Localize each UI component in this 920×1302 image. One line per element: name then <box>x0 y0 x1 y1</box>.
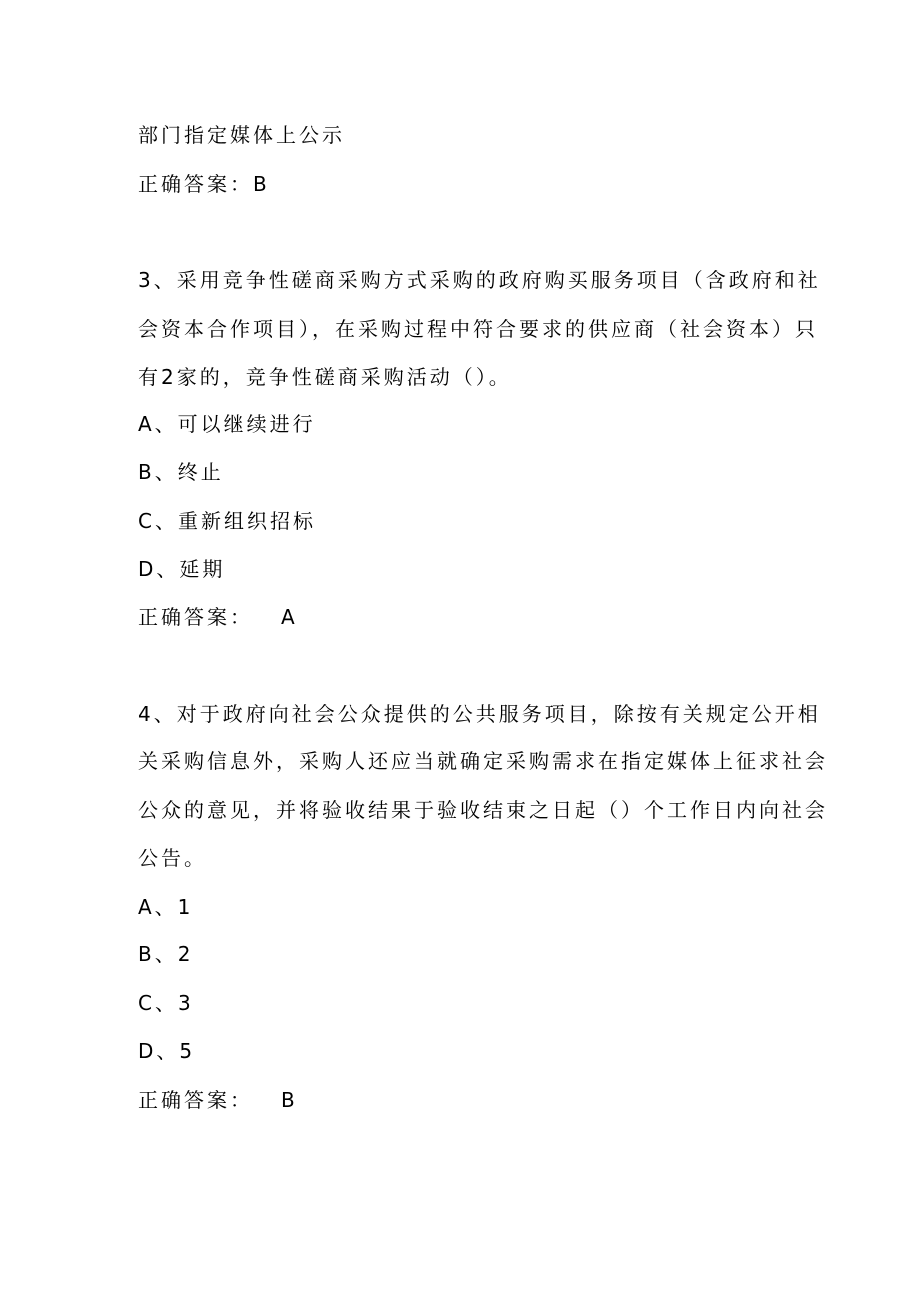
answer-label: 正确答案： <box>138 1088 253 1112</box>
q4-option-a: A、1 <box>138 895 194 919</box>
q3-text-line-2: 会资本合作项目），在采购过程中符合要求的供应商（社会资本）只 <box>138 317 818 341</box>
q4-text-line-3: 公众的意见，并将验收结果于验收结束之日起（）个工作日内向社会 <box>138 798 828 822</box>
q4-text-line-1: 4、对于政府向社会公众提供的公共服务项目，除按有关规定公开相 <box>138 702 821 726</box>
q3-answer <box>138 602 788 632</box>
q4-option-d: D、5 <box>138 1039 196 1063</box>
q4-option-c: C、3 <box>138 991 194 1015</box>
answer-value: A <box>281 605 298 629</box>
q4-text-line-4: 公告。 <box>138 846 207 870</box>
prev-question-tail: 部门指定媒体上公示 <box>138 123 345 147</box>
q4-option-b: B、2 <box>138 942 194 966</box>
q4-text-line-2: 关采购信息外，采购人还应当就确定采购需求在指定媒体上征求社会 <box>138 749 828 773</box>
q3-option-d: D、延期 <box>138 557 226 581</box>
q3-option-c: C、重新组织招标 <box>138 509 316 533</box>
q4-answer <box>138 1085 788 1115</box>
prev-answer <box>138 169 788 199</box>
answer-value: B <box>281 1088 298 1112</box>
q3-text-line-1: 3、采用竞争性磋商采购方式采购的政府购买服务项目（含政府和社 <box>138 268 821 292</box>
q3-option-b: B、终止 <box>138 460 224 484</box>
answer-label: 正确答案： <box>138 172 253 196</box>
q3-option-a: A、可以继续进行 <box>138 412 316 436</box>
q3-text-line-3: 有2家的，竞争性磋商采购活动（）。 <box>138 365 512 389</box>
answer-label: 正确答案： <box>138 605 253 629</box>
answer-value: B <box>253 172 270 196</box>
